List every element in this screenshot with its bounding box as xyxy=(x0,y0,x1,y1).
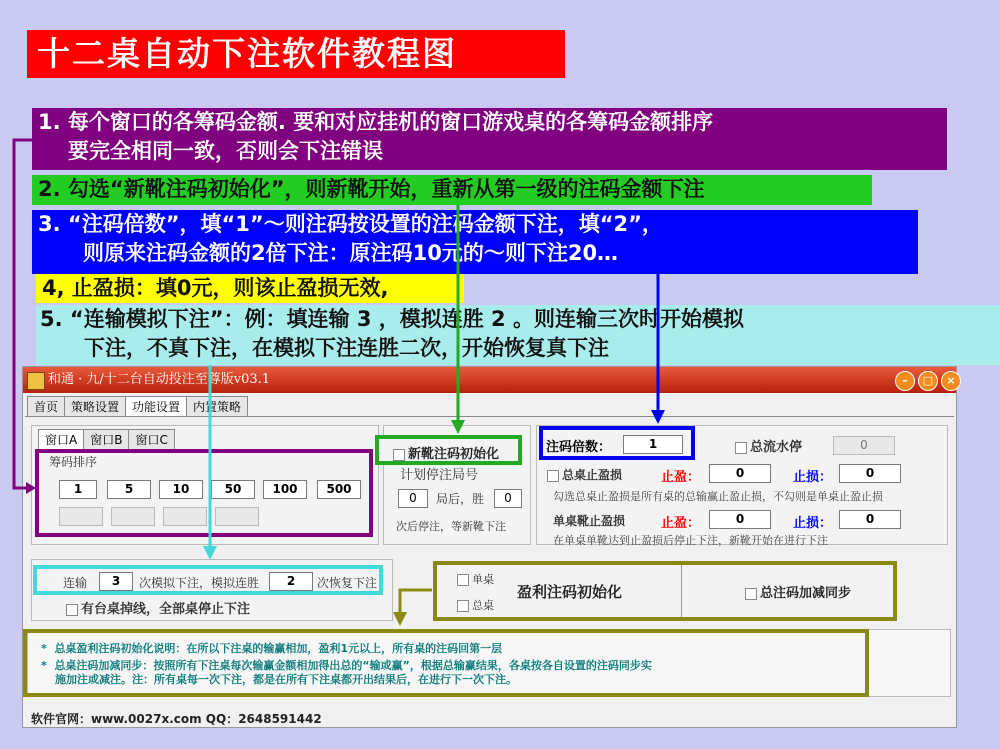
chip-input-3[interactable]: 10 xyxy=(159,480,203,499)
single-pl-desc: 在单桌单靴达到止盈损后停止下注，新靴开始在进行下注 xyxy=(553,534,828,547)
single-table-label: 单桌 xyxy=(472,573,494,586)
info-text-2: 总桌注码加减同步：按照所有下注桌每次输赢金额相加得出总的“输或赢”，根据总输赢结果，各桌按各自设置的注码同步实 xyxy=(54,659,652,672)
total-pl-label: 总桌止盈损 xyxy=(562,468,623,482)
single-tp-label: 止盈： xyxy=(661,516,701,531)
multiplier-label: 注码倍数： xyxy=(546,440,612,455)
lose-input[interactable]: 3 xyxy=(99,572,133,591)
plan-win-input[interactable]: 0 xyxy=(494,489,522,508)
page-title: 十二桌自动下注软件教程图 xyxy=(27,30,565,78)
note-4: 4, 止盈损：填0元，则该止盈损无效, xyxy=(36,274,464,303)
close-icon[interactable]: × xyxy=(941,371,961,391)
window-title: 和通 · 九/十二台自动投注至尊版v03.1 xyxy=(48,372,271,387)
plan-desc: 次后停注，等新靴下注 xyxy=(396,520,506,533)
chip-input-4[interactable]: 50 xyxy=(211,480,255,499)
single-pl-label: 单桌靴止盈损 xyxy=(553,514,626,528)
arrow-olive xyxy=(393,590,432,626)
chip-input-5[interactable]: 100 xyxy=(263,480,307,499)
tab-strategy[interactable]: 策略设置 xyxy=(64,396,126,417)
note-2: 2. 勾选“新靴注码初始化”，则新靴开始，重新从第一级的注码金额下注 xyxy=(32,175,872,205)
total-pl-desc: 勾选总桌止盈损是所有桌的总输赢止盈止损，不勾则是单桌止盈止损 xyxy=(553,490,883,503)
note-5-line2: 下注，不真下注，在模拟下注连胜二次，开始恢复真下注 xyxy=(84,336,609,360)
note-1-line2: 要完全相同一致，否则会下注错误 xyxy=(68,139,383,163)
tab-home[interactable]: 首页 xyxy=(27,396,65,417)
arrow-purple xyxy=(14,140,36,494)
subtab-window-b[interactable]: 窗口B xyxy=(83,429,129,450)
total-stop-input[interactable]: 0 xyxy=(833,436,895,455)
total-table-label: 总桌 xyxy=(472,599,494,612)
subtab-window-a[interactable]: 窗口A xyxy=(38,429,84,450)
chip-input-2[interactable]: 5 xyxy=(107,480,151,499)
star-icon: * xyxy=(41,642,47,655)
arrow-green xyxy=(451,205,465,434)
total-stop-label: 总流水停 xyxy=(750,440,803,455)
multiplier-input[interactable]: 1 xyxy=(623,435,683,454)
note-5-line1: 5. “连输模拟下注”：例：填连输 3 ，模拟连胜 2 。则连输三次时开始模拟 xyxy=(40,307,744,331)
website-footer: 软件官网：www.0027x.com QQ：2648591442 xyxy=(31,712,322,726)
star-icon: * xyxy=(41,659,47,672)
new-shoe-label: 新靴注码初始化 xyxy=(408,447,500,462)
info-text-1: 总桌盈利注码初始化说明：在所以下注桌的输赢相加，盈利1元以上，所有桌的注码回第一层 xyxy=(54,642,503,655)
minimize-icon[interactable]: – xyxy=(895,371,915,391)
drop-stop-label: 有台桌掉线，全部桌停止下注 xyxy=(81,602,251,617)
note-3-line1: 3. “注码倍数”，填“1”～则注码按设置的注码金额下注，填“2”， xyxy=(38,212,663,236)
total-sync-label: 总注码加减同步 xyxy=(760,586,852,601)
single-sl-input[interactable]: 0 xyxy=(839,510,901,529)
subtab-window-c[interactable]: 窗口C xyxy=(128,429,174,450)
chip-input-6[interactable]: 500 xyxy=(317,480,361,499)
plan-stop-label: 计划停注局号 xyxy=(400,468,479,483)
info-line-3: 施加注或减注。注：所有桌每一次下注，都是在所有下注桌都开出结果后，在进行下一次下注。 xyxy=(55,673,517,686)
lose-label: 连输 xyxy=(63,576,88,590)
plan-after-label: 局后，胜 xyxy=(436,492,485,506)
plan-stop-input[interactable]: 0 xyxy=(398,489,428,508)
chip-input-1[interactable]: 1 xyxy=(59,480,97,499)
profit-init-label: 盈利注码初始化 xyxy=(517,583,623,601)
single-sl-label: 止损： xyxy=(793,516,833,531)
single-tp-input[interactable]: 0 xyxy=(709,510,771,529)
total-sl-label: 止损： xyxy=(793,470,833,485)
note-3-line2: 则原来注码金额的2倍下注：原注码10元的～则下注20… xyxy=(83,241,619,265)
win-input[interactable]: 2 xyxy=(269,572,313,591)
maximize-icon[interactable]: □ xyxy=(918,371,938,391)
resume-label: 次恢复下注 xyxy=(317,576,378,590)
total-tp-label: 止盈： xyxy=(661,470,701,485)
tab-builtin[interactable]: 内置策略 xyxy=(186,396,248,417)
arrow-cyan xyxy=(203,365,217,560)
chips-label: 筹码排序 xyxy=(49,455,98,469)
note-1-line1: 1. 每个窗口的各筹码金额. 要和对应挂机的窗口游戏桌的各筹码金额排序 xyxy=(38,110,714,134)
sim-label: 次模拟下注，模拟连胜 xyxy=(139,576,260,590)
total-sl-input[interactable]: 0 xyxy=(839,464,901,483)
total-tp-input[interactable]: 0 xyxy=(709,464,771,483)
tab-functions[interactable]: 功能设置 xyxy=(125,396,187,417)
arrow-blue xyxy=(651,274,665,424)
